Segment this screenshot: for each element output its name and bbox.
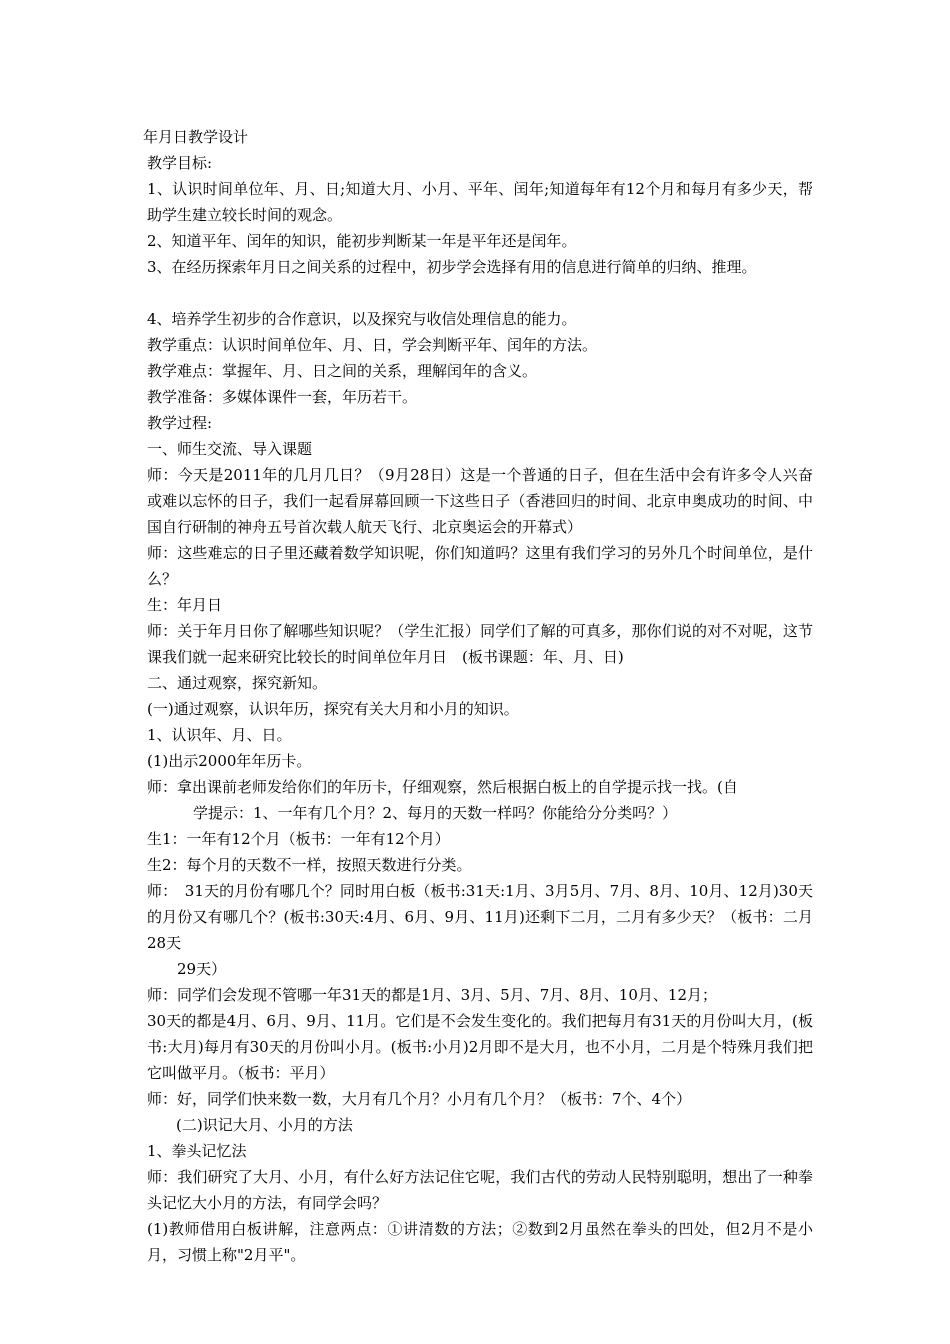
- difficult-points: 教学难点：掌握年、月、日之间的关系，理解闰年的含义。: [147, 362, 538, 380]
- paragraph-teacher-topic: 师：关于年月日你了解哪些知识呢？（学生汇报）同学们了解的可真多，那你们说的对不对呢，这节课我们就一起来研究比较长的时间单位年月日 (板书课题：年、月、日): [147, 622, 813, 666]
- heading-process: 教学过程:: [147, 414, 213, 432]
- section-2-heading: 二、通过观察，探究新知。: [147, 674, 328, 692]
- subsection-1-heading: (一)通过观察，认识年历，探究有关大月和小月的知识。: [147, 700, 519, 718]
- objective-1: 1、认识时间单位年、月、日;知道大月、小月、平年、闰年;知道每年有12个月和每月有多少天，帮助学生建立较长时间的观念。: [147, 180, 813, 224]
- section-1-heading: 一、师生交流、导入课题: [147, 440, 313, 458]
- paragraph-teacher-question: 师：这些难忘的日子里还藏着数学知识呢，你们知道吗？这里有我们学习的另外几个时间单位，是什么？: [147, 544, 813, 588]
- key-points: 教学重点：认识时间单位年、月、日，学会判断平年、闰年的方法。: [147, 336, 598, 354]
- objective-4: 4、培养学生初步的合作意识，以及探究与收信处理信息的能力。: [147, 310, 577, 328]
- step-1-item-1: (1)出示2000年年历卡。: [147, 752, 312, 770]
- step-1-heading: 1、认识年、月、日。: [147, 726, 292, 744]
- paragraph-teacher-count: 师：好，同学们快来数一数，大月有几个月？小月有几个月？（板书：7个、4个）: [147, 1090, 692, 1108]
- paragraph-teacher-calendar: 师：拿出课前老师发给你们的年历卡，仔细观察，然后根据白板上的自学提示找一找。(自: [147, 778, 738, 796]
- paragraph-teacher-summary: 师：同学们会发现不管哪一年31天的都是1月、3月、5月、7月、8月、10月、12月；: [147, 986, 717, 1004]
- paragraph-student-2: 生2：每个月的天数不一样，按照天数进行分类。: [147, 856, 472, 874]
- paragraph-teacher-31-days: 师： 31天的月份有哪几个？同时用白板（板书:31天:1月、3月5月、7月、8月、10月、12月)30天的月份又有哪几个？(板书:30天:4月、6月、9月、11月)还剩下二月，二月有多少天？（板书：二月28天: [147, 882, 813, 952]
- blank-line: [143, 280, 813, 306]
- heading-objectives: 教学目标:: [147, 154, 213, 172]
- method-1-heading: 1、拳头记忆法: [147, 1142, 247, 1160]
- paragraph-teacher-intro: 师：今天是2011年的几月几日？（9月28日）这是一个普通的日子，但在生活中会有许多令人兴奋或难以忘怀的日子，我们一起看屏幕回顾一下这些日子（香港回归的时间、北京申奥成功的时间、中国自行研制的神舟五号首次载人航天飞行、北京奥运会的开幕式）: [147, 466, 813, 536]
- preparation: 教学准备：多媒体课件一套，年历若干。: [147, 388, 418, 406]
- paragraph-student-answer: 生：年月日: [147, 596, 223, 614]
- paragraph-teacher-fist: 师：我们研究了大月、小月，有什么好方法记住它呢，我们古代的劳动人民特别聪明，想出了一种拳头记忆大小月的方法，有同学会吗？: [147, 1168, 813, 1212]
- paragraph-self-study-hint: 学提示：1、一年有几个月？2、每月的天数一样吗？你能给分分类吗？）: [193, 804, 678, 822]
- objective-3: 3、在经历探索年月日之间关系的过程中，初步学会选择有用的信息进行简单的归纳、推理。: [147, 258, 757, 276]
- document-title: 年月日教学设计: [143, 128, 249, 146]
- paragraph-whiteboard: (1)教师借用白板讲解，注意两点：①讲清数的方法；②数到2月虽然在拳头的凹处，但2月不是小月，习惯上称"2月平"。: [147, 1220, 813, 1264]
- document-body: [143, 124, 813, 1268]
- objective-2: 2、知道平年、闰年的知识，能初步判断某一年是平年还是闰年。: [147, 232, 577, 250]
- paragraph-30-days: 30天的都是4月、6月、9月、11月。它们是不会发生变化的。我们把每月有31天的月份叫大月，(板书:大月)每月有30天的月份叫小月。(板书:小月)2月即不是大月，也不小月，二月是个特殊月我们把它叫做平月。（板书：平月）: [147, 1012, 813, 1082]
- paragraph-29-days: 29天）: [177, 960, 227, 978]
- paragraph-student-1: 生1：一年有12个月（板书：一年有12个月）: [147, 830, 450, 848]
- subsection-2-heading: (二)识记大月、小月的方法: [176, 1116, 353, 1134]
